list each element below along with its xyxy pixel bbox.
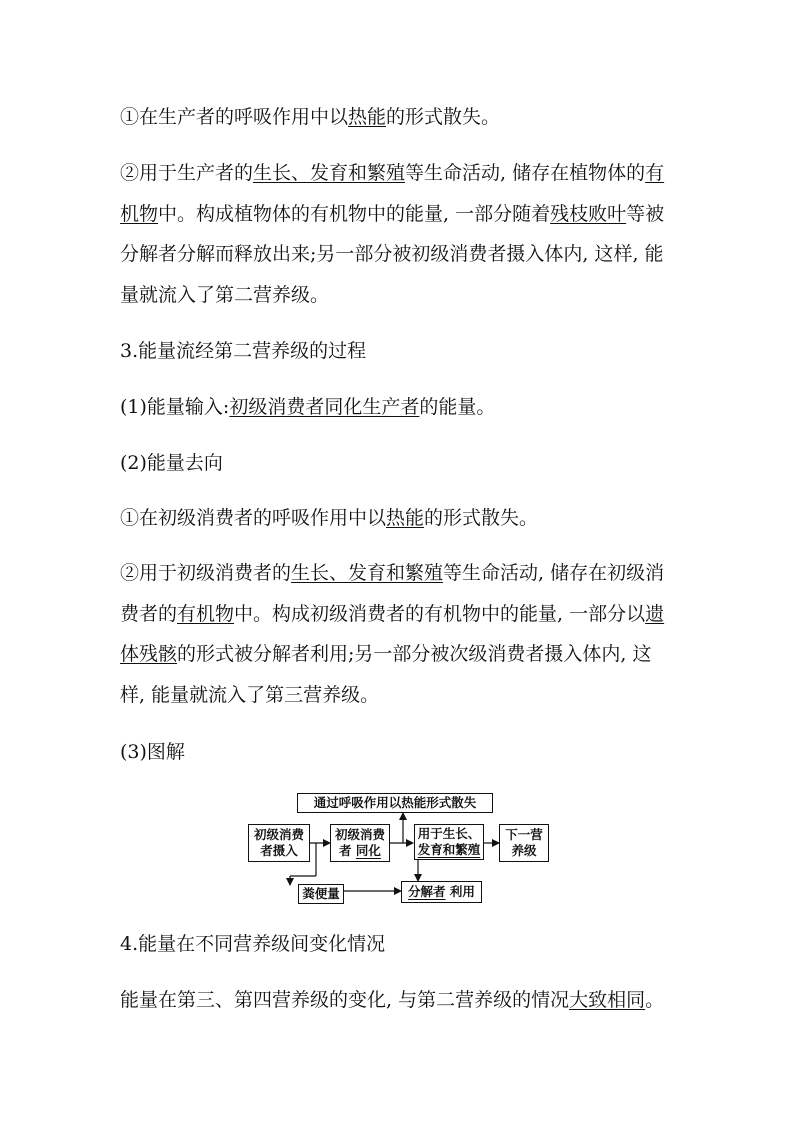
subheading-energy-destination: (2)能量去向: [120, 452, 223, 474]
underlined-answer: 生长、发育和繁殖: [253, 162, 406, 184]
paragraph-producer-respiration: ①在生产者的呼吸作用中以热能的形式散失。: [120, 106, 501, 128]
underlined-answer: 大致相同: [569, 989, 646, 1011]
underlined-answer: 生长、发育和繁殖: [291, 562, 444, 584]
underlined-answer: 有机物: [120, 162, 665, 225]
box-next-trophic-level: 下一营 养级: [499, 824, 549, 862]
box-consumer-intake: 初级消费 者摄入: [248, 824, 310, 862]
box-respiration-heat: 通过呼吸作用以热能形式散失: [297, 793, 493, 813]
paragraph-higher-levels: 能量在第三、第四营养级的变化, 与第二营养级的情况大致相同。: [120, 989, 665, 1011]
underlined-answer: 遗体残骸: [120, 602, 665, 665]
paragraph-energy-input: (1)能量输入:初级消费者同化生产者的能量。: [120, 396, 496, 418]
paragraph-producer-growth: ②用于生产者的生长、发育和繁殖等生命活动, 储存在植物体的有机物中。构成植物体的有机物中的能量, 一部分随着残枝败叶等被分解者分解而释放出来;另一部分被初级消费者摄入体内, 这样, 能量就流入了第二营养级。: [120, 162, 665, 306]
paragraph-consumer-respiration: ①在初级消费者的呼吸作用中以热能的形式散失。: [120, 507, 539, 529]
heading-section-3: 3.能量流经第二营养级的过程: [120, 340, 367, 362]
box-decomposer: 分解者 利用: [401, 881, 482, 903]
underlined-answer: 初级消费者同化生产者: [229, 396, 420, 418]
energy-flow-diagram: [240, 783, 560, 913]
paragraph-consumer-growth: ②用于初级消费者的生长、发育和繁殖等生命活动, 储存在初级消费者的有机物中。构成初级消费者的有机物中的能量, 一部分以遗体残骸的形式被分解者利用;另一部分被次级消费者摄入体内, 这样, 能量就流入了第三营养级。: [120, 562, 665, 706]
underlined-answer: 热能: [386, 507, 425, 529]
underlined-answer: 残枝败叶: [550, 202, 627, 225]
underlined-answer: 热能: [348, 106, 387, 128]
underlined-answer: 有机物: [177, 602, 235, 625]
subheading-diagram: (3)图解: [120, 741, 185, 763]
box-feces: 粪便量: [298, 884, 344, 904]
box-growth-reproduction: 用于生长、 发育和繁殖: [414, 824, 484, 860]
box-consumer-assimilation: 初级消费 者 同化: [330, 824, 390, 862]
heading-section-4: 4.能量在不同营养级间变化情况: [120, 933, 386, 955]
